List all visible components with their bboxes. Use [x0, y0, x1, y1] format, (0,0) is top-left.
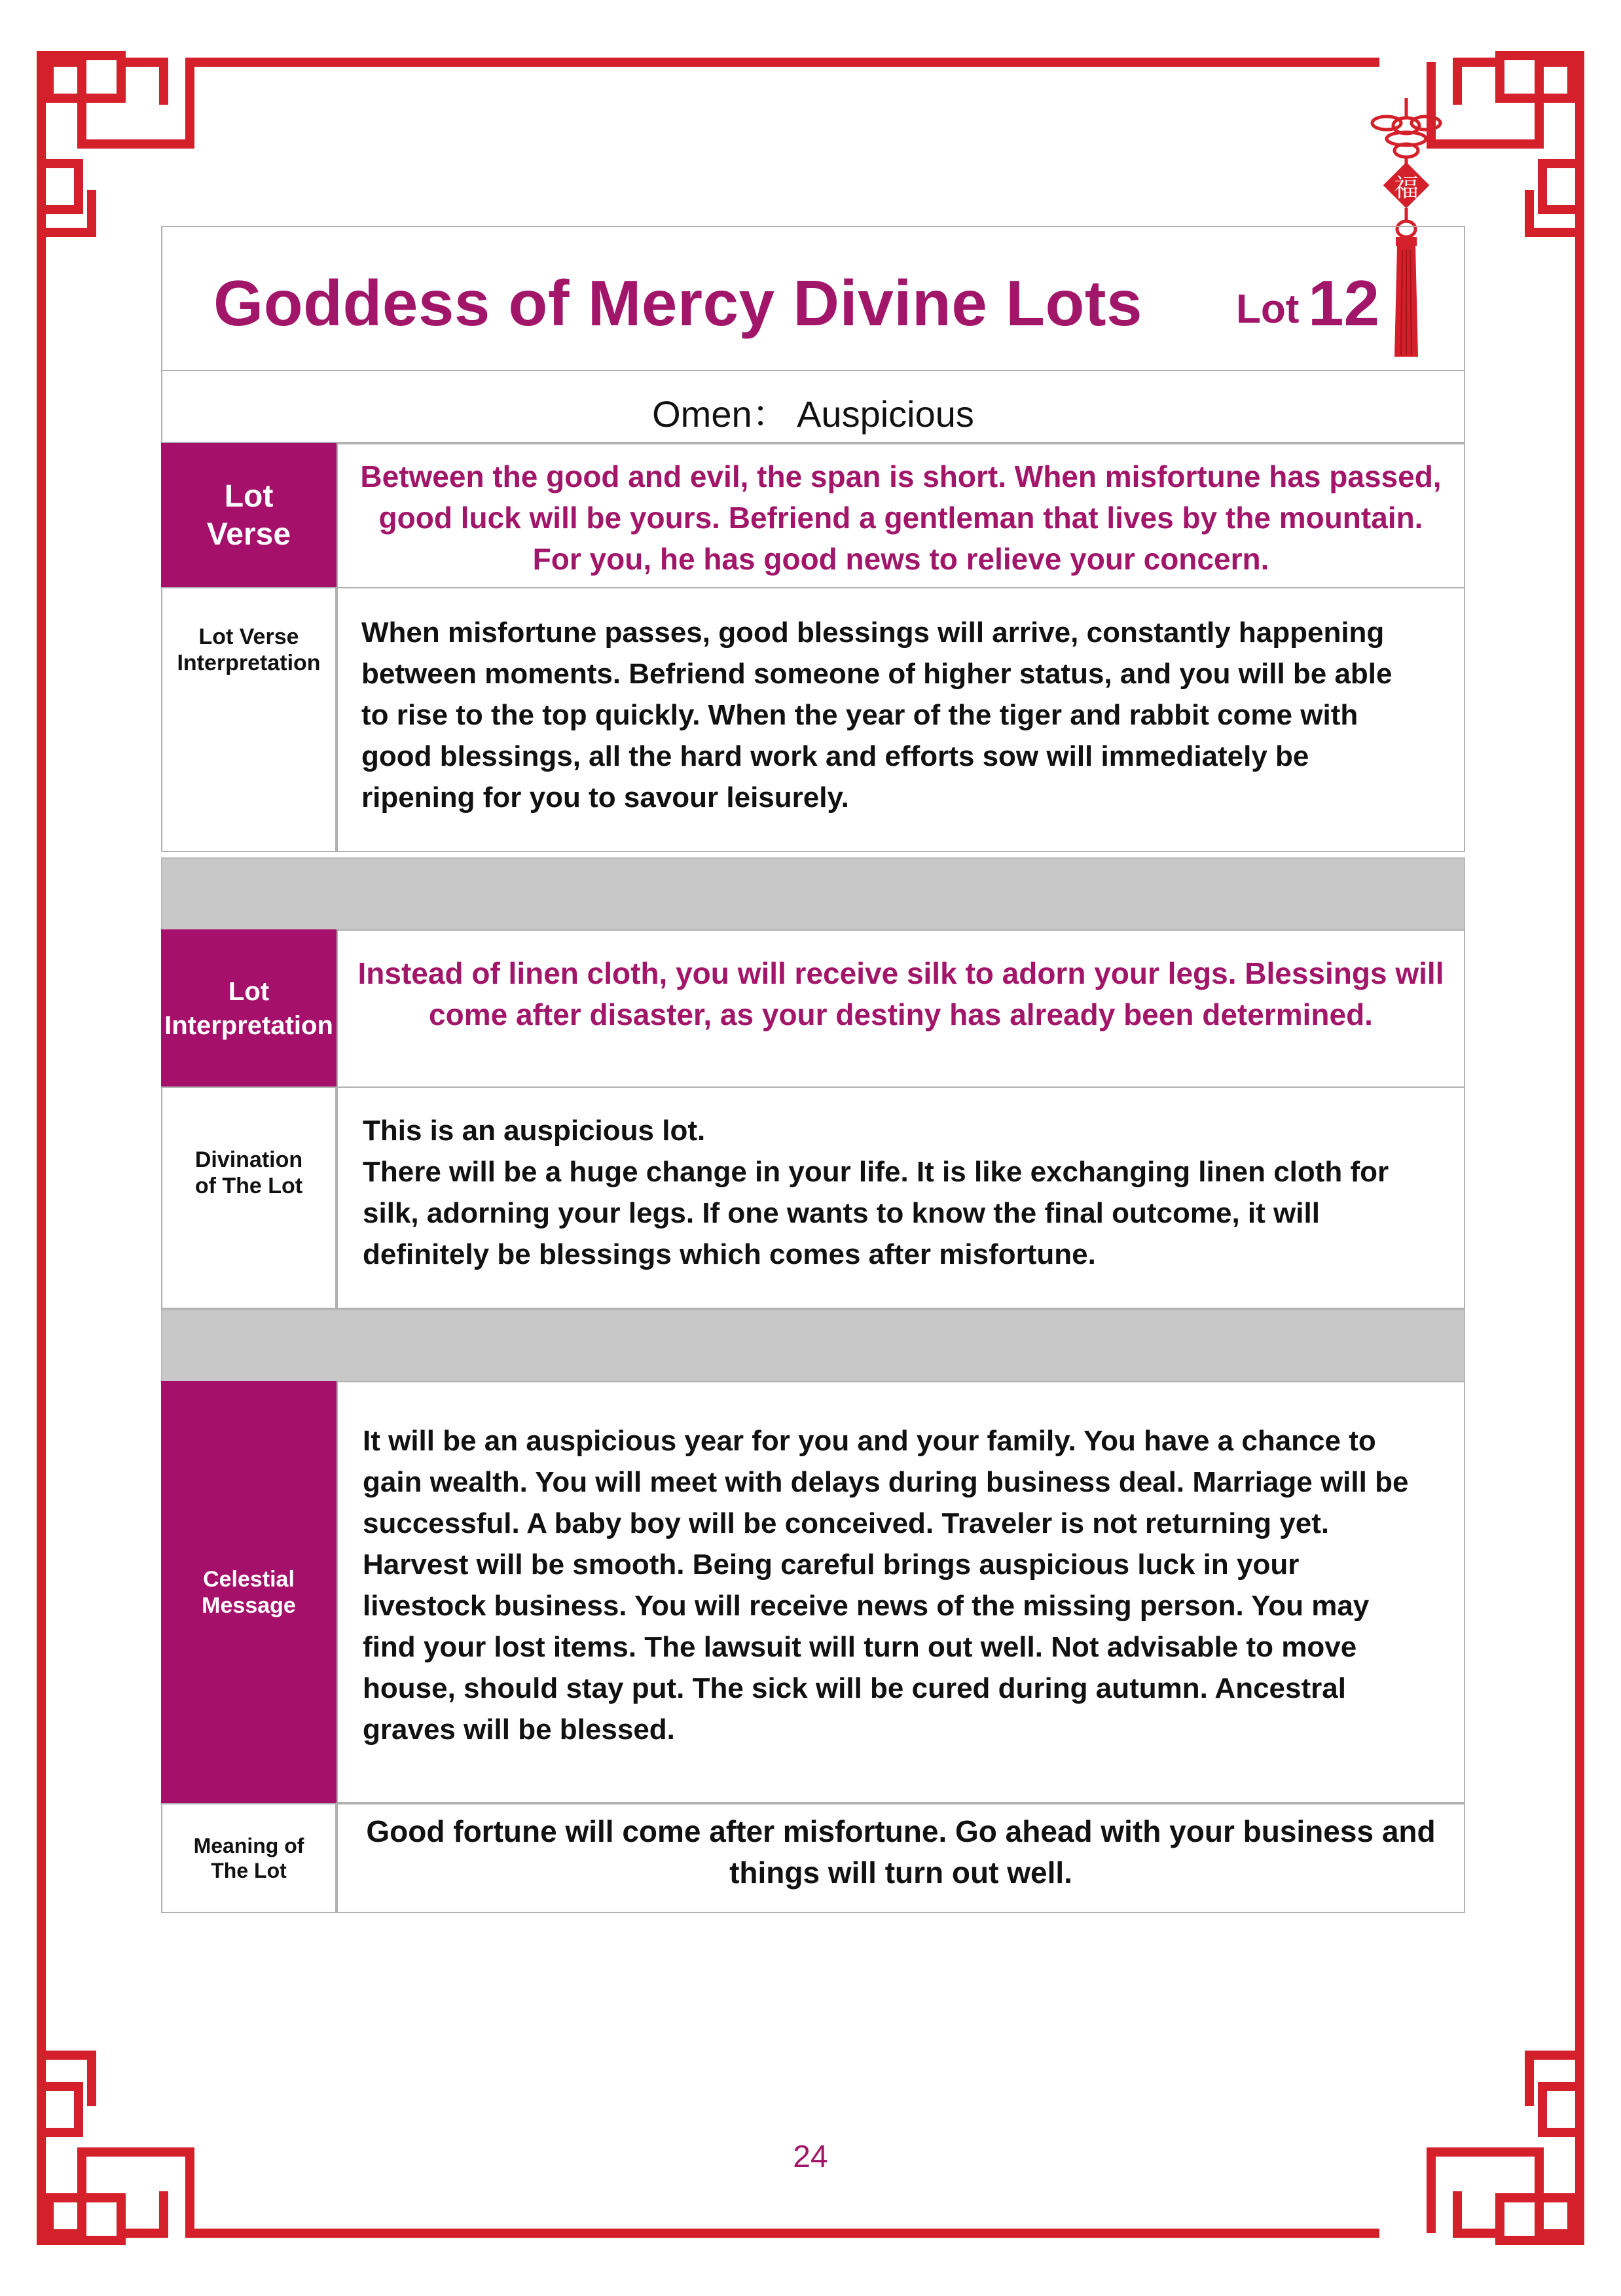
- meaning-text: Good fortune will come after misfortune. Go ahead with your business and things will turn out well.: [366, 1814, 1436, 1890]
- divination-content: [337, 1086, 1465, 1309]
- celestial-message-text: It will be an auspicious year for you and your family. You have a chance to gain wealth. You will meet with delays during business deal. Marriage will be successful. A baby boy will be conceived. Traveler is not returning yet. Harvest will be smooth. Being careful brings auspicious luck in your livestock business. You will receive news of the missing person. You may find your lost items. The lawsuit will turn out well. Not advisable to move house, should stay put. The sick will be cured during autumn. Ancestral graves will be blessed.: [363, 1425, 1409, 1746]
- lot-verse-interpretation-text: When misfortune passes, good blessings will arrive, constantly happening between moments. Befriend someone of higher status, and you will be able to rise to the top quickly. When the year of the tiger and rabbit come with good blessings, all the hard work and efforts sow will immediately be ripening for you to savour leisurely.: [361, 617, 1393, 814]
- title-row: [161, 226, 1465, 371]
- lot-interpretation-text: Instead of linen cloth, you will receive silk to adorn your legs. Blessings will come after disaster, as your destiny has already been determined.: [357, 956, 1444, 1031]
- celestial-message-content: [337, 1381, 1465, 1803]
- omen-row: [161, 370, 1465, 443]
- divination-label: Divination of The Lot: [161, 1086, 337, 1309]
- separator-band: [161, 857, 1465, 931]
- divination-line1: This is an auspicious lot.: [363, 1115, 706, 1147]
- lot-verse-interpretation-content: [337, 587, 1465, 852]
- lot-word: Lot: [1236, 287, 1300, 332]
- celestial-message-label: Celestial Message: [161, 1381, 337, 1803]
- lot-interpretation-label: Lot Interpretation: [161, 929, 337, 1088]
- lot-verse-text: Between the good and evil, the span is short. When misfortune has passed, good luck will be yours. Befriend a gentleman that lives by the mountain. For you, he has good news to relieve your concern.: [360, 459, 1442, 576]
- lot-interpretation-content: [337, 929, 1465, 1088]
- lot-verse-label: Lot Verse: [161, 443, 337, 588]
- separator-band: [161, 1309, 1465, 1382]
- lot-number: 12: [1308, 267, 1380, 339]
- corner-top-left: [41, 56, 190, 232]
- lot-verse-interpretation-label: Lot Verse Interpretation: [161, 587, 337, 852]
- omen-text: Omen： Auspicious: [652, 393, 974, 435]
- ornament-character: 福: [1393, 173, 1419, 202]
- meaning-content: [337, 1803, 1465, 1913]
- lot-verse-content: [337, 443, 1465, 588]
- divination-text: There will be a huge change in your life. It is like exchanging linen cloth for silk, adorning your legs. If one wants to know the final outcome, it will definitely be blessings which comes after misfortune.: [363, 1156, 1389, 1270]
- page-title: Goddess of Mercy Divine Lots: [213, 267, 1142, 339]
- page-number: 24: [793, 2140, 828, 2174]
- meaning-label: Meaning of The Lot: [161, 1803, 337, 1913]
